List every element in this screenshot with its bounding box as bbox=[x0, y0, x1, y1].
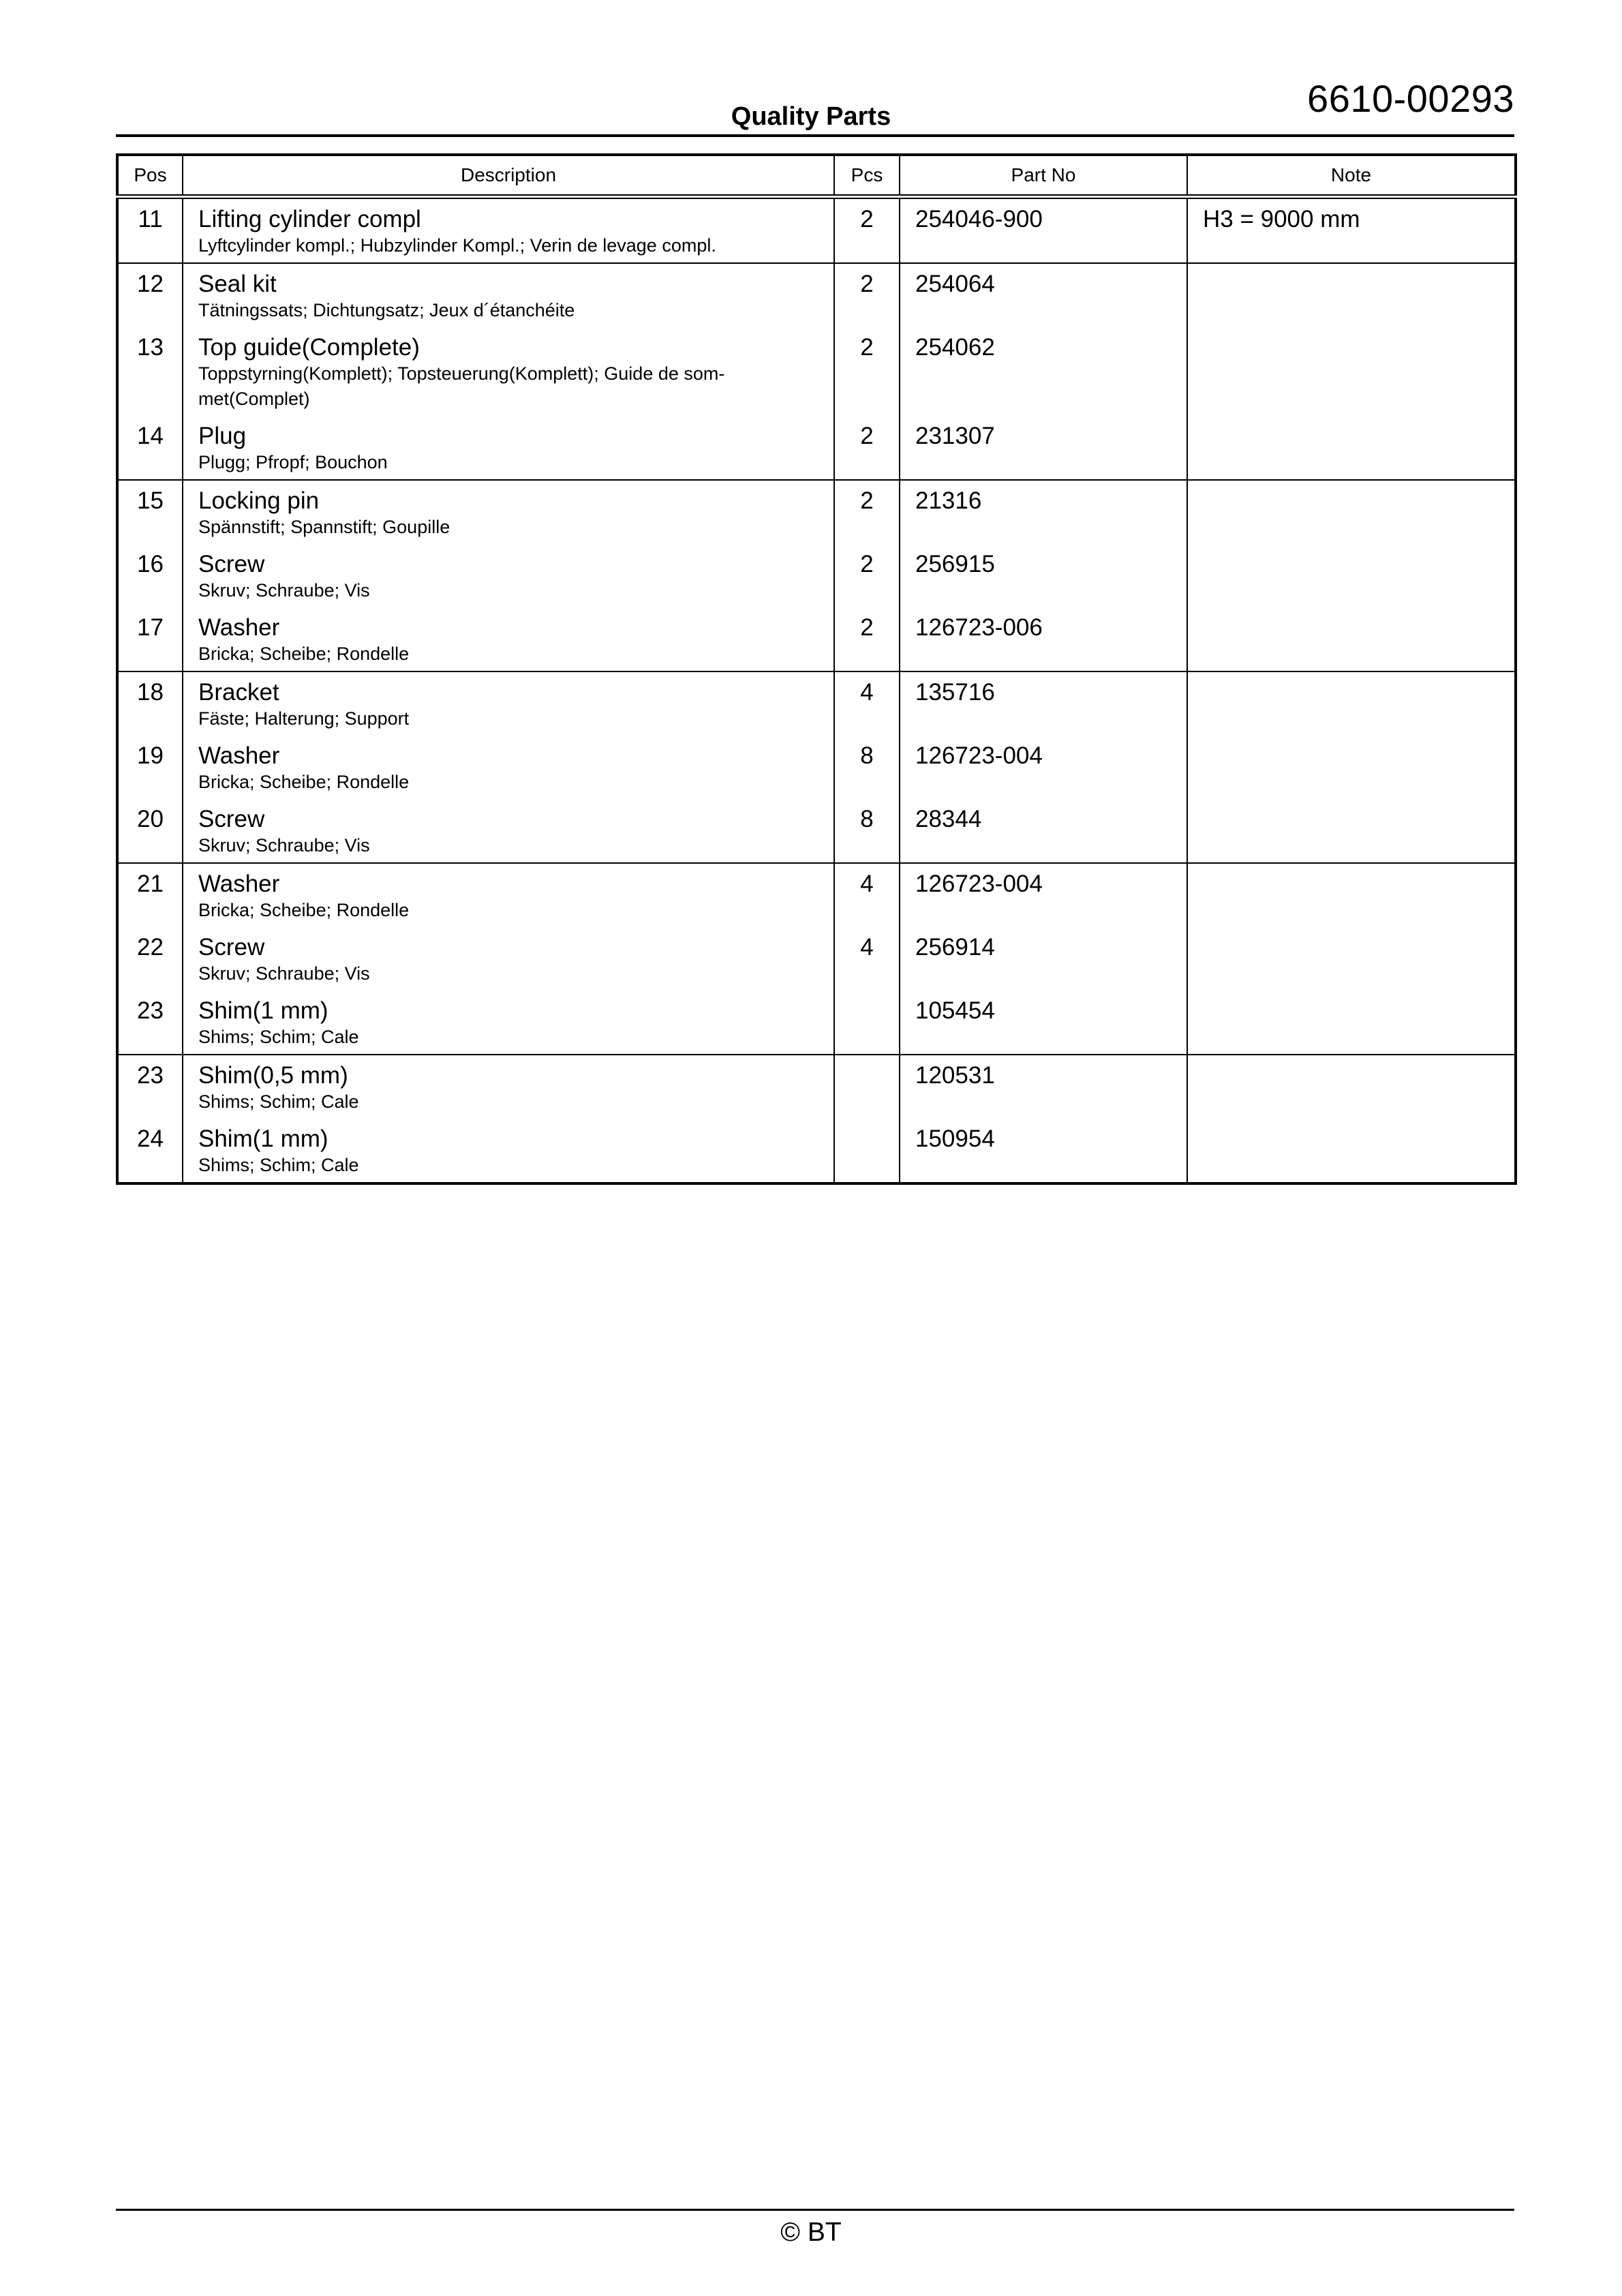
header-divider bbox=[116, 134, 1514, 137]
pcs-cell: 2 bbox=[834, 544, 900, 607]
part-name: Plug bbox=[198, 423, 247, 449]
pos-cell: 24 bbox=[117, 1119, 183, 1183]
table-row bbox=[117, 607, 1516, 671]
pcs-cell bbox=[834, 1119, 900, 1183]
part-no-cell: 256915 bbox=[900, 544, 1187, 607]
part-translations: Bricka; Scheibe; Rondelle bbox=[198, 772, 410, 792]
description-cell bbox=[183, 1055, 834, 1119]
description-cell bbox=[183, 991, 834, 1055]
description-cell bbox=[183, 544, 834, 607]
column-header-description: Description bbox=[183, 155, 834, 197]
pos-cell: 19 bbox=[117, 736, 183, 799]
part-name: Lifting cylinder compl bbox=[198, 206, 421, 232]
description-cell bbox=[183, 480, 834, 544]
parts-table bbox=[116, 153, 1517, 1185]
description-cell bbox=[183, 863, 834, 927]
note-cell bbox=[1187, 607, 1516, 671]
pcs-cell: 4 bbox=[834, 927, 900, 991]
pcs-cell: 8 bbox=[834, 799, 900, 863]
description-cell bbox=[183, 197, 834, 264]
part-translations: Spännstift; Spannstift; Goupille bbox=[198, 517, 450, 537]
part-translations: Shims; Schim; Cale bbox=[198, 1027, 359, 1047]
pos-cell: 13 bbox=[117, 327, 183, 416]
table-row bbox=[117, 480, 1516, 544]
part-translations: Lyftcylinder kompl.; Hubzylinder Kompl.; Verin de levage compl. bbox=[198, 235, 716, 256]
description-cell bbox=[183, 671, 834, 736]
part-translations: Skruv; Schraube; Vis bbox=[198, 963, 370, 984]
part-no-cell: 126723-004 bbox=[900, 863, 1187, 927]
part-translations: Bricka; Scheibe; Rondelle bbox=[198, 900, 410, 920]
note-cell bbox=[1187, 799, 1516, 863]
part-no-cell: 28344 bbox=[900, 799, 1187, 863]
pcs-cell: 2 bbox=[834, 197, 900, 264]
part-no-cell: 254046-900 bbox=[900, 197, 1187, 264]
description-cell bbox=[183, 263, 834, 327]
part-translations: Fäste; Halterung; Support bbox=[198, 708, 410, 729]
pos-cell: 15 bbox=[117, 480, 183, 544]
part-no-cell: 105454 bbox=[900, 991, 1187, 1055]
copyright-notice: © BT bbox=[780, 2218, 842, 2247]
part-name: Screw bbox=[198, 551, 265, 577]
pos-cell: 22 bbox=[117, 927, 183, 991]
description-cell bbox=[183, 799, 834, 863]
pos-cell: 11 bbox=[117, 197, 183, 264]
pos-cell: 16 bbox=[117, 544, 183, 607]
pos-cell: 21 bbox=[117, 863, 183, 927]
part-name: Top guide(Complete) bbox=[198, 334, 420, 361]
part-no-cell: 126723-004 bbox=[900, 736, 1187, 799]
table-row bbox=[117, 1055, 1516, 1119]
note-cell bbox=[1187, 991, 1516, 1055]
pcs-cell bbox=[834, 1055, 900, 1119]
table-row bbox=[117, 327, 1516, 416]
part-translations: Toppstyrning(Komplett); Topsteuerung(Komplett); Guide de som-met(Complet) bbox=[198, 363, 725, 409]
pcs-cell bbox=[834, 991, 900, 1055]
description-cell bbox=[183, 327, 834, 416]
part-no-cell: 120531 bbox=[900, 1055, 1187, 1119]
part-name: Screw bbox=[198, 806, 265, 832]
pcs-cell: 4 bbox=[834, 863, 900, 927]
description-cell bbox=[183, 736, 834, 799]
part-no-cell: 231307 bbox=[900, 416, 1187, 480]
part-translations: Shims; Schim; Cale bbox=[198, 1091, 359, 1112]
note-cell: H3 = 9000 mm bbox=[1187, 197, 1516, 264]
part-name: Locking pin bbox=[198, 487, 320, 514]
part-no-cell: 254062 bbox=[900, 327, 1187, 416]
part-no-cell: 256914 bbox=[900, 927, 1187, 991]
description-cell bbox=[183, 416, 834, 480]
pos-cell: 14 bbox=[117, 416, 183, 480]
note-cell bbox=[1187, 263, 1516, 327]
part-translations: Plugg; Pfropf; Bouchon bbox=[198, 452, 388, 472]
table-row bbox=[117, 1119, 1516, 1183]
part-name: Shim(0,5 mm) bbox=[198, 1062, 348, 1089]
part-name: Screw bbox=[198, 934, 265, 961]
pos-cell: 23 bbox=[117, 1055, 183, 1119]
pcs-cell: 2 bbox=[834, 263, 900, 327]
note-cell bbox=[1187, 480, 1516, 544]
column-header-note: Note bbox=[1187, 155, 1516, 197]
table-row bbox=[117, 671, 1516, 736]
part-no-cell: 126723-006 bbox=[900, 607, 1187, 671]
pos-cell: 12 bbox=[117, 263, 183, 327]
note-cell bbox=[1187, 927, 1516, 991]
table-header-row bbox=[117, 155, 1516, 197]
parts-table-body bbox=[117, 197, 1516, 1184]
part-translations: Shims; Schim; Cale bbox=[198, 1155, 359, 1175]
description-cell bbox=[183, 1119, 834, 1183]
note-cell bbox=[1187, 327, 1516, 416]
table-row bbox=[117, 416, 1516, 480]
note-cell bbox=[1187, 1119, 1516, 1183]
part-no-cell: 254064 bbox=[900, 263, 1187, 327]
table-row bbox=[117, 263, 1516, 327]
table-row bbox=[117, 991, 1516, 1055]
part-translations: Bricka; Scheibe; Rondelle bbox=[198, 644, 410, 664]
table-row bbox=[117, 736, 1516, 799]
part-name: Shim(1 mm) bbox=[198, 1126, 328, 1152]
part-translations: Skruv; Schraube; Vis bbox=[198, 580, 370, 601]
table-row bbox=[117, 863, 1516, 927]
part-no-cell: 135716 bbox=[900, 671, 1187, 736]
note-cell bbox=[1187, 416, 1516, 480]
table-row bbox=[117, 197, 1516, 264]
pos-cell: 17 bbox=[117, 607, 183, 671]
part-no-cell: 150954 bbox=[900, 1119, 1187, 1183]
part-name: Washer bbox=[198, 742, 280, 769]
pos-cell: 18 bbox=[117, 671, 183, 736]
column-header-pcs: Pcs bbox=[834, 155, 900, 197]
part-name: Bracket bbox=[198, 679, 279, 706]
table-row bbox=[117, 799, 1516, 863]
part-no-cell: 21316 bbox=[900, 480, 1187, 544]
description-cell bbox=[183, 607, 834, 671]
pos-cell: 20 bbox=[117, 799, 183, 863]
pcs-cell: 2 bbox=[834, 416, 900, 480]
note-cell bbox=[1187, 544, 1516, 607]
part-name: Washer bbox=[198, 871, 280, 897]
pcs-cell: 4 bbox=[834, 671, 900, 736]
page-title: Quality Parts bbox=[731, 102, 891, 131]
note-cell bbox=[1187, 671, 1516, 736]
description-cell bbox=[183, 927, 834, 991]
pcs-cell: 2 bbox=[834, 607, 900, 671]
column-header-part-no: Part No bbox=[900, 155, 1187, 197]
part-name: Seal kit bbox=[198, 271, 277, 297]
table-row bbox=[117, 927, 1516, 991]
note-cell bbox=[1187, 863, 1516, 927]
part-name: Shim(1 mm) bbox=[198, 997, 328, 1024]
table-row bbox=[117, 544, 1516, 607]
note-cell bbox=[1187, 1055, 1516, 1119]
part-translations: Tätningssats; Dichtungsatz; Jeux d´étanchéite bbox=[198, 300, 575, 320]
pcs-cell: 2 bbox=[834, 480, 900, 544]
column-header-pos: Pos bbox=[117, 155, 183, 197]
note-cell bbox=[1187, 736, 1516, 799]
pcs-cell: 2 bbox=[834, 327, 900, 416]
part-translations: Skruv; Schraube; Vis bbox=[198, 835, 370, 856]
part-name: Washer bbox=[198, 614, 280, 641]
footer-divider bbox=[116, 2209, 1514, 2211]
pcs-cell: 8 bbox=[834, 736, 900, 799]
pos-cell: 23 bbox=[117, 991, 183, 1055]
document-number: 6610-00293 bbox=[1307, 77, 1514, 120]
